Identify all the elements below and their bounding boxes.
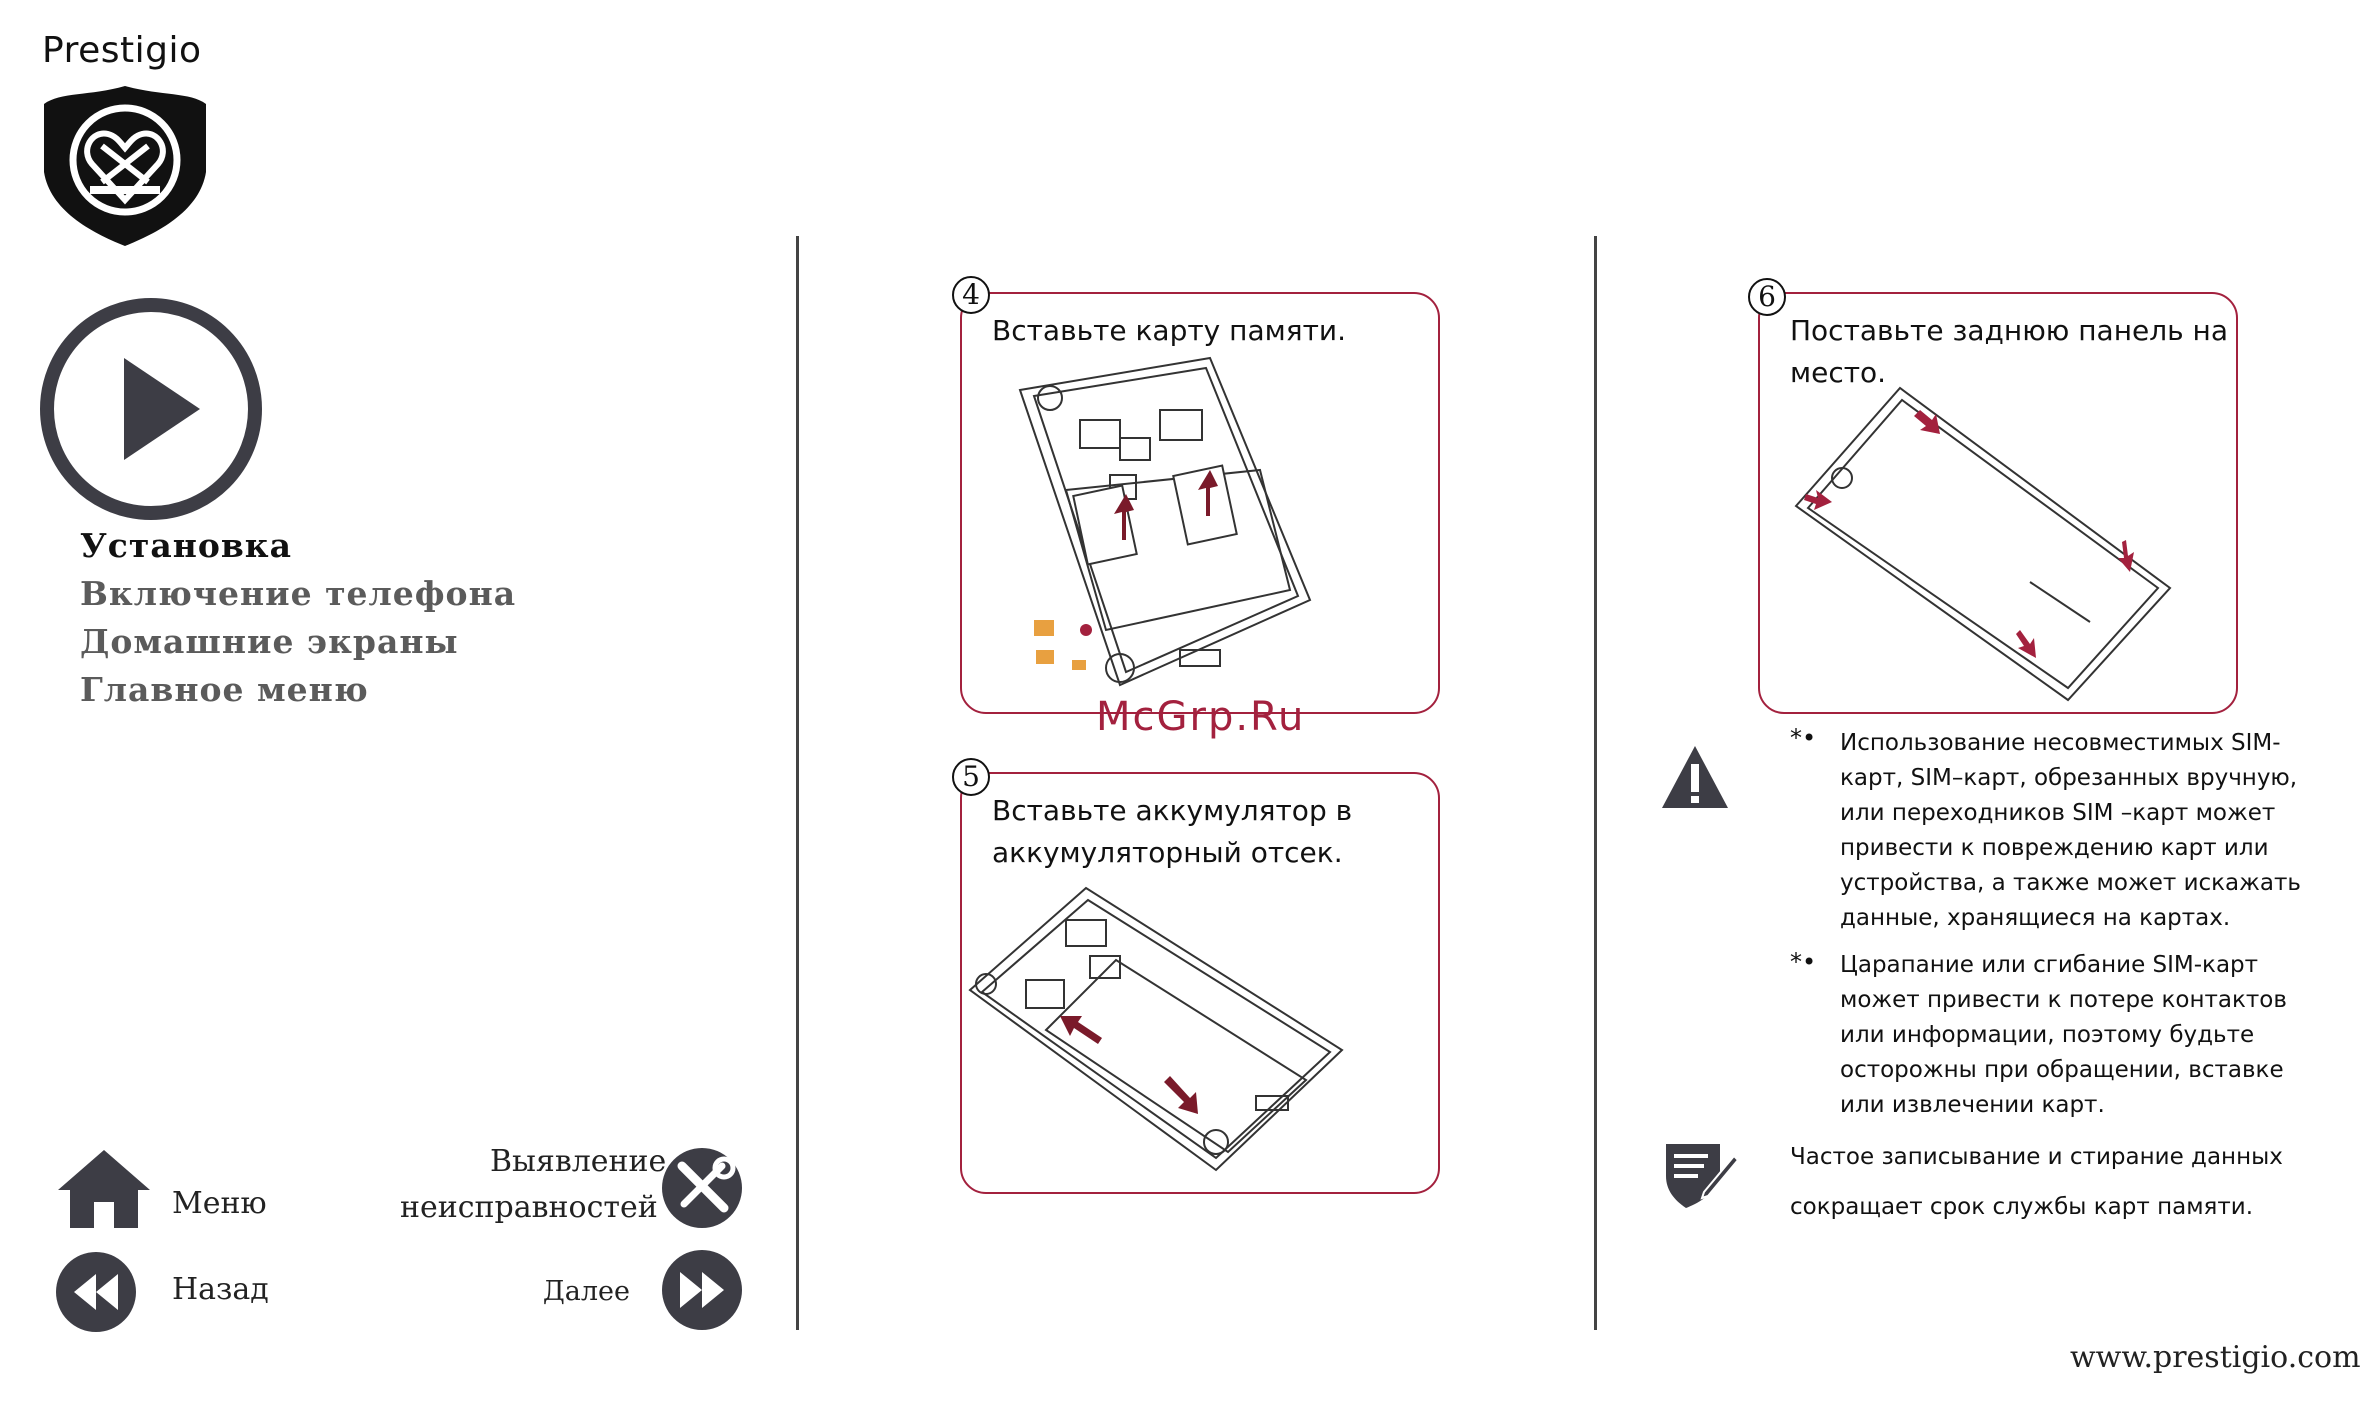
step-6-number: 6 — [1748, 278, 1786, 316]
nav-item-power-on[interactable]: Включение телефона — [80, 574, 517, 613]
nav-item-home-screens[interactable]: Домашние экраны — [80, 622, 459, 661]
step-6-text-line2: место. — [1790, 356, 1887, 389]
note-line-2: сокращает срок службы карт памяти. — [1790, 1194, 2254, 1220]
warning-2-line-3: или информации, поэтому будьте — [1840, 1022, 2255, 1048]
prestigio-logo-icon — [40, 82, 210, 250]
warning-1-line-6: данные, хранящиеся на картах. — [1840, 905, 2231, 931]
warning-2 — [1840, 948, 2310, 1123]
step-4-text: Вставьте карту памяти. — [992, 314, 1346, 347]
warning-1-line-5: устройства, а также может искажать — [1840, 870, 2301, 896]
battery-insert-illustration — [966, 880, 1346, 1180]
play-icon[interactable] — [38, 296, 264, 522]
note-icon — [1660, 1136, 1740, 1212]
warning-1-line-1: Использование несовместимых SIM- — [1840, 730, 2281, 756]
memory-card-insert-illustration — [1010, 350, 1330, 700]
warning-2-line-2: может привести к потере контактов — [1840, 987, 2287, 1013]
warning-1-line-2: карт, SIM–карт, обрезанных вручную, — [1840, 765, 2298, 791]
step-6-text-line1: Поставьте заднюю панель на — [1790, 314, 2229, 347]
column-divider-left — [796, 236, 799, 1330]
nav-item-main-menu[interactable]: Главное меню — [80, 670, 369, 709]
nav-item-setup[interactable]: Установка — [80, 526, 293, 565]
warning-2-line-5: или извлечении карт. — [1840, 1092, 2105, 1118]
troubleshoot-button[interactable] — [660, 1146, 744, 1230]
menu-button[interactable] — [54, 1146, 154, 1232]
back-label[interactable]: Назад — [172, 1272, 269, 1307]
next-button[interactable] — [660, 1248, 744, 1332]
step-5-text-line2: аккумуляторный отсек. — [992, 836, 1343, 869]
troubleshoot-label-1[interactable]: Выявление — [490, 1144, 667, 1179]
warning-1-line-3: или переходников SIM –карт может — [1840, 800, 2276, 826]
next-label[interactable]: Далее — [542, 1276, 630, 1307]
tools-icon — [660, 1146, 744, 1230]
back-button[interactable] — [54, 1250, 138, 1334]
column-divider-right — [1594, 236, 1597, 1330]
menu-label[interactable]: Меню — [172, 1186, 267, 1221]
step-4-number: 4 — [952, 276, 990, 314]
warning-1 — [1840, 726, 2310, 936]
step-5-number: 5 — [952, 758, 990, 796]
warning-2-line-4: осторожны при обращении, вставке — [1840, 1057, 2284, 1083]
brand-name: Prestigio — [42, 30, 202, 71]
rewind-icon — [54, 1250, 138, 1334]
note-line-1: Частое записывание и стирание данных — [1790, 1144, 2283, 1170]
step-5-text-line1: Вставьте аккумулятор в — [992, 794, 1353, 827]
watermark: McGrp.Ru — [1096, 694, 1306, 740]
fast-forward-icon — [660, 1248, 744, 1332]
warning-2-line-1: Царапание или сгибание SIM-карт — [1840, 952, 2259, 978]
warning-bullet-2: *• — [1790, 948, 1817, 976]
warning-1-line-4: привести к повреждению карт или — [1840, 835, 2269, 861]
warning-icon — [1660, 744, 1730, 810]
troubleshoot-label-2[interactable]: неисправностей — [400, 1190, 658, 1225]
website-link[interactable]: www.prestigio.com — [2070, 1340, 2361, 1375]
warning-bullet-1: *• — [1790, 724, 1817, 752]
home-icon — [54, 1146, 154, 1232]
back-cover-illustration — [1790, 382, 2180, 702]
